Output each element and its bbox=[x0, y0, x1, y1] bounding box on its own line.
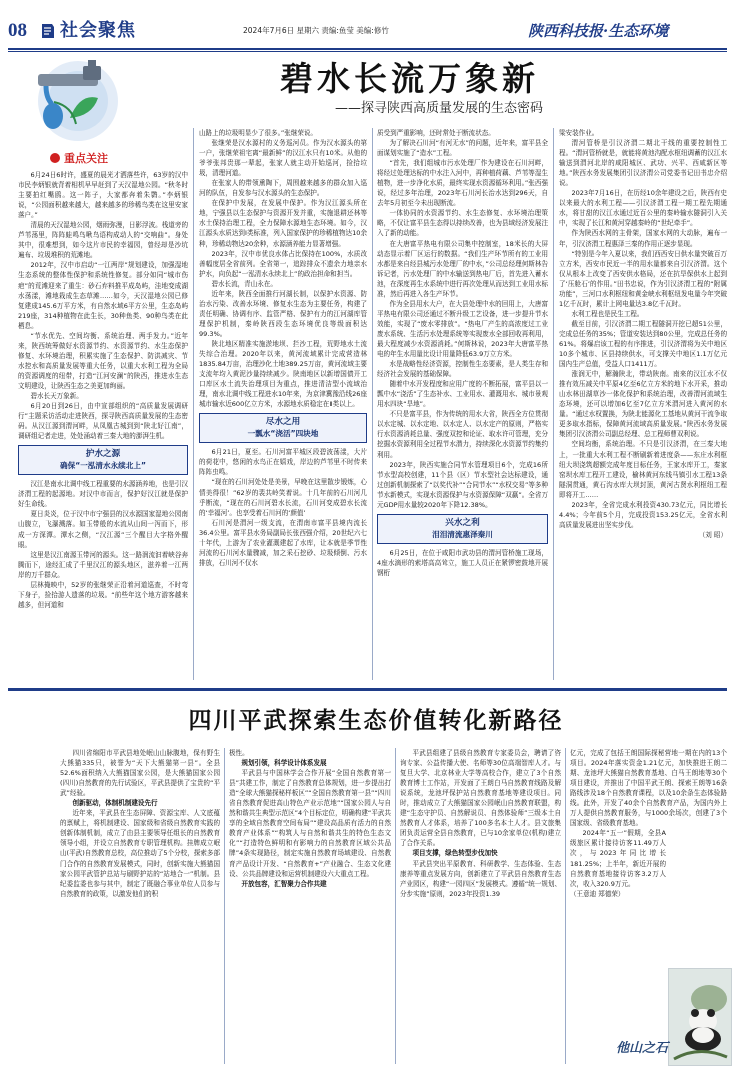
column-divider bbox=[372, 128, 373, 680]
section-heading: 兴水之利 bbox=[445, 517, 480, 528]
article-column-4 bbox=[559, 128, 727, 680]
paragraph: 为了解决石川河“有河无水”的问题，近年来，富平县全面谋划实施了“造水”工程。 bbox=[377, 139, 548, 158]
paragraph: 汉江是南水北调中线工程重要的水源涵养地，也是引汉济渭工程的起源地。对汉中市而言，保护好汉江就是保护好生命线。 bbox=[18, 480, 188, 509]
article-subtitle: ——探寻陕西高质量发展的生态密码 bbox=[335, 101, 544, 116]
article-column-1 bbox=[18, 170, 188, 680]
focus-badge bbox=[50, 150, 108, 166]
paragraph: 渭河管桥是引汉济渭二期北干线的重要控制性工程。“渭河管桥就是，就能将黄池沟配水枢纽调蓄的汉江水输送到渭河北岸的咸阳城区、武功、兴平、西咸新区等地。”陕西水务发展集团引汉济渭公司党委书记田书忠介绍说。 bbox=[559, 139, 727, 188]
paragraph: 石川河是渭河一级支流，在渭南市富平县境内流长36.4公里。富平县水务局副局长张西强介绍，20世纪六七十年代，上游为了农业灌溉建起了水库，让本就是季节性河流的石川河水量骤减，加之采石挖砂、垃圾倾倒、污水排放，石川河不仅水 bbox=[199, 518, 367, 567]
column-divider bbox=[193, 128, 194, 680]
paragraph: 随着中水开发程度和应用广度的不断拓展，富平县以一瓢中水“浇活”了生态补水、工业用水、灌溉用水、城市景观用水四块“旱地”。 bbox=[377, 380, 548, 409]
paragraph: 2023年7月16日，在历经10余年建设之后，陕西有史以来最大的水利工程——引汉济渭工程一期工程先期通水，将甘甜的汉江水通过近百公里的秦岭输水隧洞引入关中，实现了长江和黄河穿越秦岭的“世纪牵手”。 bbox=[559, 189, 727, 228]
paragraph: 近年来，平武县在生态屏障、资源宝库、人文底蕴的禀赋上，将机制建设、国家级和省级自然教育实践的创新体制机制，成立了由县主要领导任组长的自然教育领导小组，并设立自然教育专职管理机构。挂牌成立岷山(平武)自然教育总校，高位推动了5个分校，探索多部门合作的自然教育发展模式，同时，创新实施大熊猫国家公园平武管护总站与刷野护站的“站地合一”机制。县纪委监委也参与其中，制定了既融合事业单位人员参与自然教育的政策，以激发他们的积 bbox=[60, 809, 220, 898]
paragraph: 张继荣是汉水源村的义务巡河员。作为汉水源头的第一户，张继荣祖宅离“最新鲜”的汉江水只有10米。从他的爷爷张邦贵那一辈起，张家人就主动开始巡河，捡拾垃圾，清理河道。 bbox=[199, 139, 367, 178]
paragraph: 平武县突出平原教育、科研教学、生态体验、生态康养等重点发展方向，创新建立了平武县自然教育生态产业园区，构建“一园四区”发展模式。遵循“统一规划、分步实施”原则，2023年投资1.39 bbox=[400, 859, 561, 898]
paragraph: 2023年，汉中市优良水体占比保持在100%，水质改善幅度居全省前列。全省第一，追踪排众不遗余力地亲水护水，向负起“一泓清水永续北上”的政治担命和担当。 bbox=[199, 249, 367, 278]
section-subheading: 确保“一泓清水永续北上” bbox=[60, 461, 146, 471]
issue-meta: 2024年7月6日 星期六 责编:鱼莹 美编:修竹 bbox=[243, 26, 389, 35]
paragraph: 6月25日，在位于咸阳市武功县的渭河管桥施工现场，4座水滴形的索塔高高耸立，施工人员正在紧锣密鼓地开展钢桁 bbox=[377, 548, 548, 577]
paragraph: 陕北地区精准实施淤地坝、拦沙工程，荒野地水土流失综合治理。2020年以来，黄河流域累计完成营造林1835.84万亩，治理沙化土地389.25万亩，黄河流域主要支流年均入黄泥沙量持续减少。陕南地区以新增国债开工口库区水土流失治理项目为重点，推进清洁型小流域治理，南水北调中线工程进水10年来，为京津冀豫沿线26座城市输水近600亿立方米，水源地水质稳定在Ⅱ类以上。 bbox=[199, 339, 367, 409]
section-heading: 项目支撑，绿色转型步伐加快 bbox=[412, 849, 498, 858]
section-heading-box bbox=[199, 413, 367, 443]
paragraph: 梁安装作业。 bbox=[559, 129, 599, 137]
section-heading: 护水之源 bbox=[85, 449, 121, 460]
article-title: 碧水长流万象新 bbox=[280, 59, 539, 98]
paragraph: “首先，我们组城市污水处理厂作为建设在石川河畔，将经过处理达标的中水注入河中，再种植荷藕、芦苇等湿生植物，进一步净化水质，最终实现水资源循环利用。”张西强说，经过多年治理，2023年石川河长治水达到296天，自去年5月初至今未出现断流。 bbox=[377, 159, 548, 208]
bottom-column-2 bbox=[229, 748, 391, 1064]
panda-photo bbox=[668, 968, 732, 1066]
paragraph: 2023年，全省完成水利投资430.73亿元，同比增长4.4%；今年前5个月，完成投资153.25亿元，全省水利高质量发展进出坚实步伐。 bbox=[559, 500, 727, 529]
section-title: 社会聚焦 bbox=[60, 20, 136, 41]
paragraph: 四川省绵阳市平武县地处岷山山脉腹地，保有野生大熊猫335只，被誉为“天下大熊猫第一县”。全县52.6%面积纳入大熊猫国家公园，是大熊猫国家公园(四川)自然教育的先行试验区，平武县提供了宝贵的“平武”经验。 bbox=[60, 749, 220, 798]
paragraph: 碧水长天万象新。 bbox=[30, 392, 83, 401]
paragraph: 极性。 bbox=[229, 749, 249, 757]
masthead-title: 陕西科技报·生态环境 bbox=[528, 22, 669, 40]
paragraph: 6月21日，夏至。石川河富平城区段碧波荡漾，大片的荷花中，悠闲的水鸟正在嬉戏，岸边的芦苇里不时传来阵阵虫鸣。 bbox=[199, 448, 367, 477]
paragraph: 质受到严重影响，还时常处于断流状态。 bbox=[377, 129, 495, 137]
paragraph: 在保护中发展，在发展中保护。作为汉江源头所在地，宁强县以生态保护与资源开发并重，实施退耕还林等水土保持治理工程，全力保障水源地生态环境。如今，汉江源头水质达到Ⅰ类标准，列入国家保护的珍稀植物达10余种，珍稀动物达20余种，水源涵养能力显著增强。 bbox=[199, 199, 367, 248]
column-divider bbox=[553, 128, 554, 680]
paragraph: “现在的石川河处处是美景，早晚在这里散步锻炼，心情美得很！”62岁的裴共岭笑着说。十几年前的石川河几乎断流，“现在的石川河碧水长流，石川河变成碧水长流的‘幸福河’。也享受着石川河的‘颜值’ bbox=[199, 478, 367, 517]
header-bar bbox=[0, 16, 735, 46]
article-column-3 bbox=[377, 128, 548, 680]
section-icon bbox=[41, 23, 55, 39]
section-heading: 规划引领，科学设计体系发展 bbox=[241, 759, 327, 768]
paragraph: 山路上的垃圾明显少了很多。”张继荣说。 bbox=[199, 129, 317, 137]
water-tap-illustration bbox=[18, 56, 168, 146]
paragraph: 平武县组建了县级自然教育专家委员会，聘请了咨询专家、公益传播大使、名师等30位高端智库人才。与复旦大学、北京林业大学等高校合作，建立了3个自然教育博士工作站，开发面了王朗白马自然教育线路及解说系统，龙池坪保护站自然教育基地等建设项目。同时，推动成立了大熊猫国家公园岷山自然教育联盟，构建“生态守护员、自然解说员、自然体验师”三级本土自然教育人才体系，培养了100多名本土人才。县文旅集团负责运营全县自然教育，已与10余家单位(机构)建立了合作关系。 bbox=[400, 749, 561, 848]
paragraph: 亿元，完成了包括王朗国际探秘营地一期在内的13个项目。2024年落实资金1.21亿元，加快推进王朗二期、龙池坪大熊猫自然教育基地、白马王朗地等30个项目建设，并推出了中国平武王朗、探索王朗等16条路线涉及18个自然教育课程，以及10余条生态体验路线。此外，开发了40余个自然教育产品，为国内外上万人提供自然教育服务，与1000余场次，创建了3个国家级、省级教育基地。 bbox=[570, 749, 727, 828]
article-separator bbox=[8, 688, 727, 691]
paragraph: 作为全县用水大户，在大县处理中水的回用上，大唐富平热电有限公司还通过不断升级工艺设备，进一步提升节水效能，实现了“废水零排放”。“热电厂产生的高浓度过工业废水系统、生活污水处理系统等实现废水全部回收再利用，最大程度减少水资源消耗。”何斯林说，2023年大唐富平热电的年生水用量比设计用量降低63.9万立方米。 bbox=[377, 299, 548, 359]
byline: （刘 昭） bbox=[698, 530, 727, 539]
paragraph: 层林掩映中，52岁的张继荣正沿着河道巡查，不时弯下身子，捡拾游人遗落的垃圾。“前些年这个地方游客越来越多，但河道和 bbox=[18, 580, 188, 609]
paragraph: 不只是富平县，作为传统的用水大省，陕西全方位贯彻以水定城、以水定地、以水定人、以水定产的原则，严格实行水资源消耗总量、强度双控和论证、取水许可管理，充分挖掘水资源利用全过程节水潜力，持续深化水资源节约集约利用。 bbox=[377, 410, 548, 459]
section-subheading: 泪泪清流惠泽秦川 bbox=[432, 529, 493, 539]
paragraph: 空间均衡，系统治理。不只是引汉济渭，在三秦大地上，一批重大水利工程不断刷新着进度条——东庄水利枢纽大坝浇筑超额完成年度目标任务，王家水库开工，秦家窑坝水库工程开工建设，榆林黄河东线马镇引水工程13条隧洞贯通，黄石沟水库大坝封顶，黄河古贤水利枢纽工程即将开工…… bbox=[559, 440, 727, 499]
bottom-article-title: 四川平武探索生态价值转化新路径 bbox=[188, 708, 564, 734]
paragraph: 清晨的天汉湿地公园，烟雨弥漫，日影浮波。栈道旁的芦苇荡里，阵阵蛙鸣鸟啾鸟语构成动人的“交响曲”。身处其中，很难想到，如今这片市民的幸福园，曾经却是沙坑遍布、垃圾堆积的荒滩地。 bbox=[18, 221, 188, 260]
section-heading: 创新驱动，体制机制建设先行 bbox=[72, 799, 158, 808]
paragraph: 平武县与中国林学会合作开展“全国自然教育第一县”共建工作，制定了自然教育总体规划，进一步提出打造“全球大熊猫探秘样板区”“全国自然教育第一县”“四川省自然教育促进高山特色产业示范地”“国家公园人与自然和谐共生典型示范区”4个目标定位，明确构建“平武共享的全域自然教育空间布局”“建设高品质有活力的自然教育产业体系”“构筑人与自然和谐共生的特色生态文化”“打造特色鲜明和有影响力的自然教育区域公共品牌”4条实现路径，制定实施自然教育场域建设、自然教育产品设计开发、“自然教育+”产业融合、生态文化建设、公共品牌建设和运营机制建设六大重点工程。 bbox=[229, 769, 391, 878]
paragraph: 2023年，陕西实施合同节水管理项目6个，完成16所节水型高校创建，11个县（区）节水型社会达标建设，通过创新机制探索了“以奖代补”“合同节水”“水权交易”等多种节水新模式，实现水资源保护与水资源保障“双赢”。全省万元GDP用水量较2020年下降12.38%。 bbox=[377, 460, 548, 509]
column-divider bbox=[395, 748, 396, 1064]
paragraph: 夏日炎炎，位于汉中市宁强县的汉水源国家湿地公园南山腹立，飞瀑溅落。如玉带般的水流从山间一泻而下，形成一方深潭。潭水之侧，“汉江源”三个醒目大字格外醒眼。 bbox=[18, 510, 188, 549]
column-divider bbox=[224, 748, 225, 1064]
section-heading-box bbox=[377, 514, 548, 544]
paragraph: 水是战略性经济资源，控制性生态要素，是人类生存和经济社会发展的基础保障。 bbox=[377, 360, 548, 379]
bottom-column-1 bbox=[60, 748, 220, 1064]
paragraph: 这里是汉江南源玉带河的源头。这一路润流汩着峡谷奔腾而下，途经汇成了千里汉江的源头地区，滋养着一江两岸的万千群众。 bbox=[18, 550, 188, 579]
focus-badge-label: 重点关注 bbox=[64, 152, 108, 165]
paragraph: 在大唐富平热电有限公司集中控制室，18米长的大屏动态显示着厂区运行的数据。“我们生产环节所有的工业用水都是来自经县城污水处理厂的中水，”公司总经理何斯林告诉记者，污水处理厂的中水输送到热电厂后，首先进入蓄水池，在深度再生水系统中进行再次处理从而达到工业用水标准，然后再进入各生产环节。 bbox=[377, 239, 548, 298]
section-subheading: 一瓢水“浇活”四块地 bbox=[247, 429, 319, 439]
byline: （王意迪 郑德荣） bbox=[570, 889, 625, 898]
paragraph: 在张家人的带领熏陶下，周围越来越多的群众加入巡河的队伍，自发参与汉水源头的生态保护。 bbox=[199, 179, 367, 198]
photo-caption: 他山之石 bbox=[616, 1041, 669, 1056]
focus-badge-icon bbox=[50, 153, 60, 163]
paragraph: 2024年“五一”假期，全县A级旅区累计接待访客11.49万人次，与2023年同比增长181.25%；上半年，新近开展的自然教育基地接待访客3.2万人次，收入320.9万元。 bbox=[570, 829, 666, 888]
paragraph: “特别是今年入夏以来，我们西西安日供水量突破百万立方米，西安市民近一半的用水量都来自引汉济渭。这个仅从根本上改变了西安供水格局，还在抗旱保供水上起到了‘压舱石’的作用。”田书忠说，作为引汉济渭工程的“附属功能”，三河口水利枢纽和黄金峡水利枢纽发电量今年突破1亿千瓦时，累计上网电量达3.8亿千瓦时。 bbox=[559, 249, 727, 308]
header-rule-thin bbox=[8, 51, 727, 52]
section-heading-box bbox=[18, 445, 188, 475]
paragraph: 水利工程也是民生工程。 bbox=[571, 309, 644, 318]
paragraph: 碧水长流，青山永在。 bbox=[211, 279, 277, 288]
bottom-column-3 bbox=[400, 748, 561, 1064]
paragraph: 6月24日6时许，盛夏的晨光才洒落些许，63岁的汉中市民李炳银就背着相机早早赶到了天汉湿地公园。“秋冬时主要拍红嘴鸥。这一阵子，大家都奔着朱鹮。”李炳银说，“公园面积越来越大，越来越多的珍稀鸟类在这里安家落户。” bbox=[18, 171, 188, 220]
paragraph: 6月20日到26日，由中宣部组织的“高质量发展调研行”主题采访活动走进陕西，探寻陕西高质量发展的生态密码。从汉江源到渭河畔，从凤凰古城到到“陕北好江南”，调研组记者走进，处处涌动着三秦大地的澎湃生机。 bbox=[18, 402, 188, 441]
header-rule bbox=[8, 48, 727, 50]
article-column-2 bbox=[199, 128, 367, 680]
paragraph: “节水优先、空间均衡、系统治理、两手发力。”近年来，陕西统筹做好水资源节约、水资源节约、水生态保护修复、水环境治理，积累实施了生态保护、防洪减灾、节水控水和高质量发展等重大任务，以重大水利工程为全局的资源调度的纽带，打造“江河安澜”的陕西，推进水生态文明建设，让陕西生态之美更加绚丽。 bbox=[18, 331, 188, 390]
paragraph: 截至目前，引汉济渭二期工程隧洞开挖已超51公里，完成总任务的35%；管道安装达到80公里，完成总任务的61%。将爆启该工程的有序推进，引汉济渭将为关中地区10多个城市、区县持续供水，可支撑关中地区1.1万亿元国内生产总值，受益人口1411万。 bbox=[559, 319, 727, 369]
paragraph: 一体协同的水资源节约、水生态修复、水环境治理策略，不仅让富平县生态得以持续改善，也为县域经济发展注入了新的动能。 bbox=[377, 209, 548, 238]
column-divider bbox=[565, 748, 566, 1064]
section-heading: 尽水之用 bbox=[265, 417, 301, 428]
page-number: 08 bbox=[8, 20, 27, 41]
section-heading: 开放包容，汇智聚力合作共建 bbox=[241, 879, 327, 888]
paragraph: 2012年，汉中市启动“一江两岸”规划建设，加强湿地生态系统的整体性保护和系统性修复。部分如同“城市伤疤”的荒滩迎来了重生：砂石弃料推平成岛屿，洼地变成湖水荡漾，滩地栽成生态草滩……如今，天汉湿地公园已修复建成145.6万平方米，有自然水域6平方公里，生态岛屿219座，314种植物在此生长，30种鱼类、90种鸟类在此栖息。 bbox=[18, 261, 188, 330]
paragraph: 涨润无中，解瀚陕北，带动陕南。南来的汉江水不仅推有效压减关中平原4亿至6亿立方米的地下水开采，推动山水林田湖草沙一体化保护和系统治理，改善渭河流域生态环境，还可以增加6亿至7亿立方米渭河进入黄河的水量。“通过水权置换，为陕北能源化工基地从黄河干流争取更多取水指标，保障黄河流域高质量发展。”陕西水务发展集团引汉济渭公司副总经理、总工程师曹双利说。 bbox=[559, 370, 727, 439]
paragraph: 作为陕西水网的主骨架，国家水网的大动脉，遍布一年，引汉济渭工程惠泽三秦的作用正逐步显现。 bbox=[559, 229, 727, 248]
paragraph: 近年来，陕西全面推行河湖长制，以保护水资源、防治水污染、改善水环境、修复水生态为主要任务，构建了责任明确、协调有序、监管严格、保护有力的江河湖库管理保护机制，秦岭陕西段生态环境优良等级面积达99.3%。 bbox=[199, 289, 367, 338]
